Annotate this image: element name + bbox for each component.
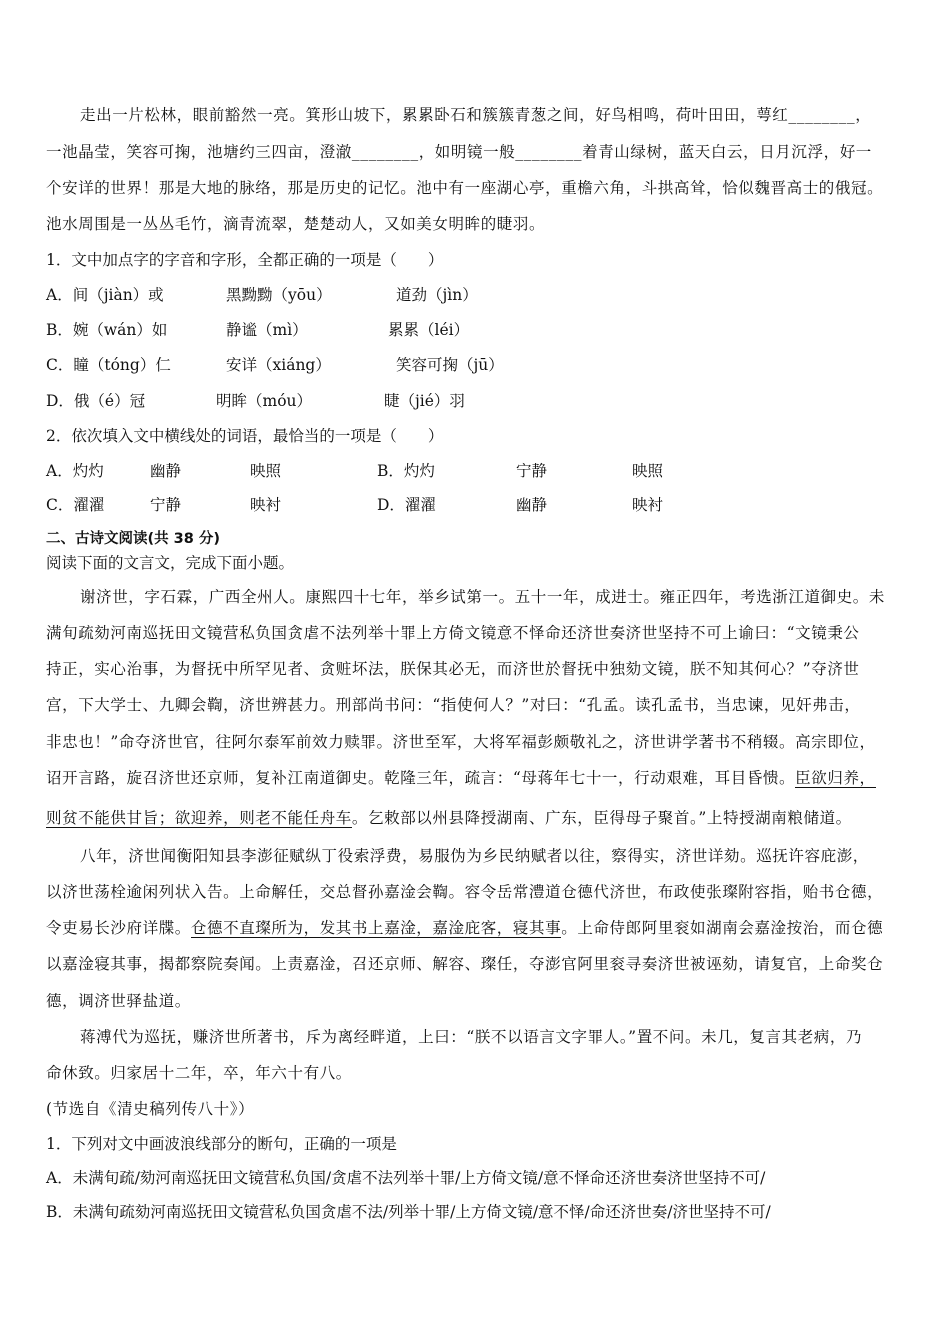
q1-c-col2: 安详（xiáng） (226, 356, 331, 374)
q2-b-word2: 宁静 (516, 462, 548, 480)
classical-p2-line-3 (46, 917, 906, 939)
q1-a-col1: A．间（jiàn）或 (46, 286, 164, 304)
q3-stem: 1．下列对文中画波浪线部分的断句，正确的一项是 (46, 1135, 397, 1153)
q1-c-col1: C．瞳（tóng）仁 (46, 356, 171, 374)
section2-instruction: 阅读下面的文言文，完成下面小题。 (46, 554, 295, 572)
classical-p1-line-6 (46, 767, 906, 789)
classical-p1-line-7-text: 。乞敕部以州县降授湖南、广东，臣得母子聚首。”上特授湖南粮储道。 (351, 809, 852, 827)
classical-source: (节选自《清史稿列传八十》） (46, 1100, 255, 1118)
classical-p1-line-2: 满旬疏劾河南巡抚田文镜营私负国贪虐不法列举十罪上方倚文镜意不怿命还济世奏济世坚持不可上谕曰：“文镜秉公 (46, 624, 860, 642)
classical-p2-line-5: 德，调济世驿盐道。 (46, 992, 191, 1010)
q3-option-a[interactable]: A．未满旬疏/劾河南巡抚田文镜营私负国/贪虐不法列举十罪/上方倚文镜/意不怿命还济世奏济世坚持不可/ (46, 1169, 766, 1187)
classical-p1-line-5: 非忠也！”命夺济世官，往阿尔泰军前效力赎罪。济世至军，大将军福彭颇敬礼之，济世讲学著书不稍辍。高宗即位， (46, 733, 876, 751)
q1-b-col1: B．婉（wán）如 (46, 321, 168, 339)
classical-p1-line-4: 宫，下大学士、九卿会鞫，济世辨甚力。刑部尚书问：“指使何人？”对曰：“孔孟。读孔孟书，当忠谏，见奸弗击， (46, 696, 861, 714)
q1-b-col3: 累累（léi） (388, 321, 470, 339)
underlined-sentence-1b: 则贫不能供甘旨；欲迎养，则老不能任舟车 (46, 809, 352, 827)
underlined-sentence-2: 仓德不直璨所为，发其书上嘉淦，嘉淦庇客，寝其事 (190, 919, 562, 937)
classical-p2-line-1: 八年，济世闻衡阳知县李澎征赋纵丁役索浮费，易服伪为乡民纳赋者以往，察得实，济世详劾。巡抚许容庇澎， (80, 847, 869, 865)
q2-a-word2: 幽静 (150, 462, 182, 480)
classical-p1-line-6-text: 诏开言路，旋召济世还京师，复补江南道御史。乾隆三年，疏言：“母蒋年七十一，行动艰难，耳目昏愦。 (46, 769, 796, 787)
q2-a-label: A．灼灼 (46, 462, 104, 480)
q1-stem: 1．文中加点字的字音和字形，全都正确的一项是（ ） (46, 251, 444, 269)
q2-d-word2: 幽静 (516, 496, 548, 514)
q2-b-word3: 映照 (632, 462, 664, 480)
q2-d-word3: 映衬 (632, 496, 664, 514)
classical-p2-line-4: 以嘉淦寝其事，揭都察院奏闻。上责嘉淦，召还京师、解容、璨任，夺澎官阿里衮寻奏济世被诬劾，请复官，上命奖仓 (46, 955, 884, 973)
q2-stem: 2．依次填入文中横线处的词语，最恰当的一项是（ ） (46, 427, 444, 445)
q2-c-word3: 映衬 (250, 496, 282, 514)
q1-d-col3: 睫（jié）羽 (384, 392, 465, 410)
classical-p3-line-2: 命休致。归家居十二年，卒，年六十有八。 (46, 1064, 352, 1082)
q2-c-word2: 宁静 (150, 496, 182, 514)
q3-option-b[interactable]: B．未满旬疏劾河南巡抚田文镜营私负国贪虐不法/列举十罪/上方倚文镜/意不怿/命还济世奏/济世坚持不可/ (46, 1203, 771, 1221)
q1-d-col1: D．俄（é）冠 (46, 392, 146, 410)
classical-p1-line-3: 持正，实心治事，为督抚中所罕见者、贪赃坏法，朕保其必无，而济世於督抚中独劾文镜，朕不知其何心？”夺济世 (46, 660, 860, 678)
passage1-line-4: 池水周围是一丛丛毛竹，滴青流翠，楚楚动人，又如美女明眸的睫羽。 (46, 215, 546, 233)
q1-a-col2: 黑黝黝（yōu） (226, 286, 332, 304)
passage1-line-1: 走出一片松林，眼前豁然一亮。箕形山坡下，累累卧石和簇簇青葱之间，好鸟相鸣，荷叶田田，萼红________， (80, 106, 872, 124)
underlined-sentence-1a: 臣欲归养， (795, 769, 876, 787)
passage1-line-2: 一池晶莹，笑容可掬，池塘约三四亩，澄澈________，如明镜一般________着青山绿树，蓝天白云，日月沉浮，好一 (46, 143, 872, 161)
classical-p1-line-7 (46, 807, 906, 829)
q1-a-col3: 道劲（jìn） (396, 286, 478, 304)
classical-p2-line-2: 以济世荡栓逾闲列状入告。上命解任，交总督孙嘉淦会鞫。容令岳常澧道仓德代济世，布政使张璨附容指，贻书仓德， (46, 883, 884, 901)
q2-c-label: C．濯濯 (46, 496, 105, 514)
section2-heading: 二、古诗文阅读(共 38 分) (46, 531, 221, 547)
classical-p3-line-1: 蒋溥代为巡抚，赚济世所著书，斥为离经畔道，上曰：“朕不以语言文字罪人。”置不问。未几，复言其老病，乃 (80, 1028, 863, 1046)
classical-p1-line-1: 谢济世，字石霖，广西全州人。康熙四十七年，举乡试第一。五十一年，成进士。雍正四年，考选浙江道御史。未 (80, 588, 886, 606)
q1-c-col3: 笑容可掬（jū） (396, 356, 504, 374)
passage1-line-3: 个安详的世界！那是大地的脉络，那是历史的记忆。池中有一座湖心亭，重檐六角，斗拱高耸，恰似魏晋高士的俄冠。 (46, 179, 884, 197)
q1-b-col2: 静谧（mì） (226, 321, 308, 339)
classical-p2-line-3-text-a: 令吏易长沙府详牒。 (46, 919, 191, 937)
q2-d-label: D．濯濯 (377, 496, 436, 514)
classical-p2-line-3-text-b: 。上命侍郎阿里衮如湖南会嘉淦按治，而仓德 (561, 919, 884, 937)
q2-a-word3: 映照 (250, 462, 282, 480)
q1-d-col2: 明眸（móu） (216, 392, 313, 410)
q2-b-label: B．灼灼 (377, 462, 435, 480)
